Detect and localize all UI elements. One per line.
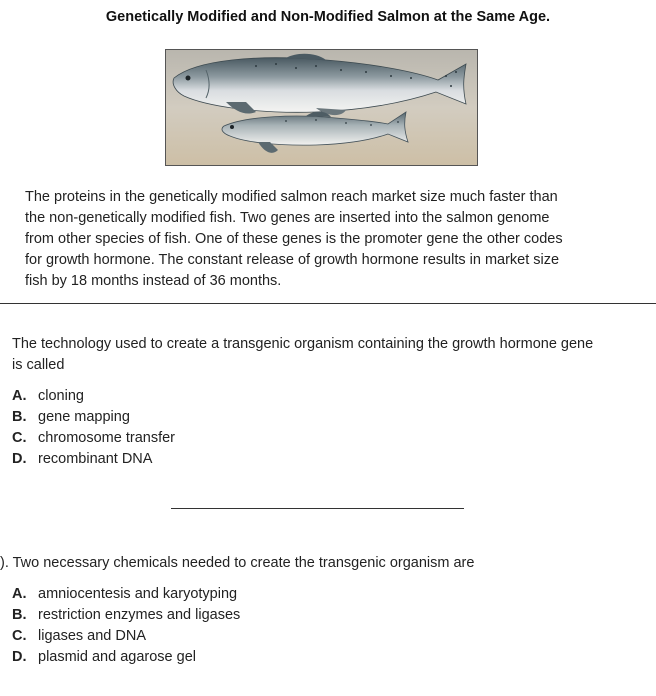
option-text: amniocentesis and karyotyping xyxy=(38,586,238,602)
option-text: chromosome transfer xyxy=(38,430,175,446)
option-text: gene mapping xyxy=(38,409,130,425)
option-text: recombinant DNA xyxy=(38,451,153,467)
question-2-line: ). Two necessary chemicals needed to create the transgenic organism are xyxy=(0,555,475,571)
option-letter: A. xyxy=(12,586,27,602)
section-divider xyxy=(0,303,656,304)
page-title: Genetically Modified and Non-Modified Salmon at the Same Age. xyxy=(105,9,551,25)
passage-line: from other species of fish. One of these genes is the promoter gene the other codes xyxy=(25,231,563,247)
question-1-option-a[interactable] xyxy=(12,386,175,407)
question-2-stem xyxy=(0,553,650,574)
question-1-stem xyxy=(12,334,652,376)
option-letter: C. xyxy=(12,430,27,446)
question-1-line: The technology used to create a transgenic organism containing the growth hormone gene xyxy=(12,336,594,352)
question-2-option-c[interactable] xyxy=(12,626,240,647)
question-2-option-a[interactable] xyxy=(12,584,240,605)
option-letter: A. xyxy=(12,388,27,404)
question-1-option-c[interactable] xyxy=(12,428,175,449)
passage-line: the non-genetically modified fish. Two genes are inserted into the salmon genome xyxy=(25,210,550,226)
answer-line xyxy=(171,508,464,509)
passage-line: The proteins in the genetically modified salmon reach market size much faster than xyxy=(25,189,558,205)
question-1-option-b[interactable] xyxy=(12,407,175,428)
question-1-line: is called xyxy=(12,357,65,373)
option-letter: B. xyxy=(12,607,27,623)
option-text: ligases and DNA xyxy=(38,628,146,644)
option-text: cloning xyxy=(38,388,84,404)
question-1-options xyxy=(12,386,175,470)
question-2-option-b[interactable] xyxy=(12,605,240,626)
passage-line: fish by 18 months instead of 36 months. xyxy=(25,273,282,289)
question-2-options xyxy=(12,584,240,668)
option-text: plasmid and agarose gel xyxy=(38,649,196,665)
option-letter: D. xyxy=(12,649,27,665)
option-letter: B. xyxy=(12,409,27,425)
option-text: restriction enzymes and ligases xyxy=(38,607,241,623)
option-letter: C. xyxy=(12,628,27,644)
passage xyxy=(25,187,635,292)
option-letter: D. xyxy=(12,451,27,467)
question-2-option-d[interactable] xyxy=(12,647,240,668)
salmon-photo xyxy=(165,49,478,166)
question-1-option-d[interactable] xyxy=(12,449,175,470)
passage-line: for growth hormone. The constant release of growth hormone results in market size xyxy=(25,252,560,268)
